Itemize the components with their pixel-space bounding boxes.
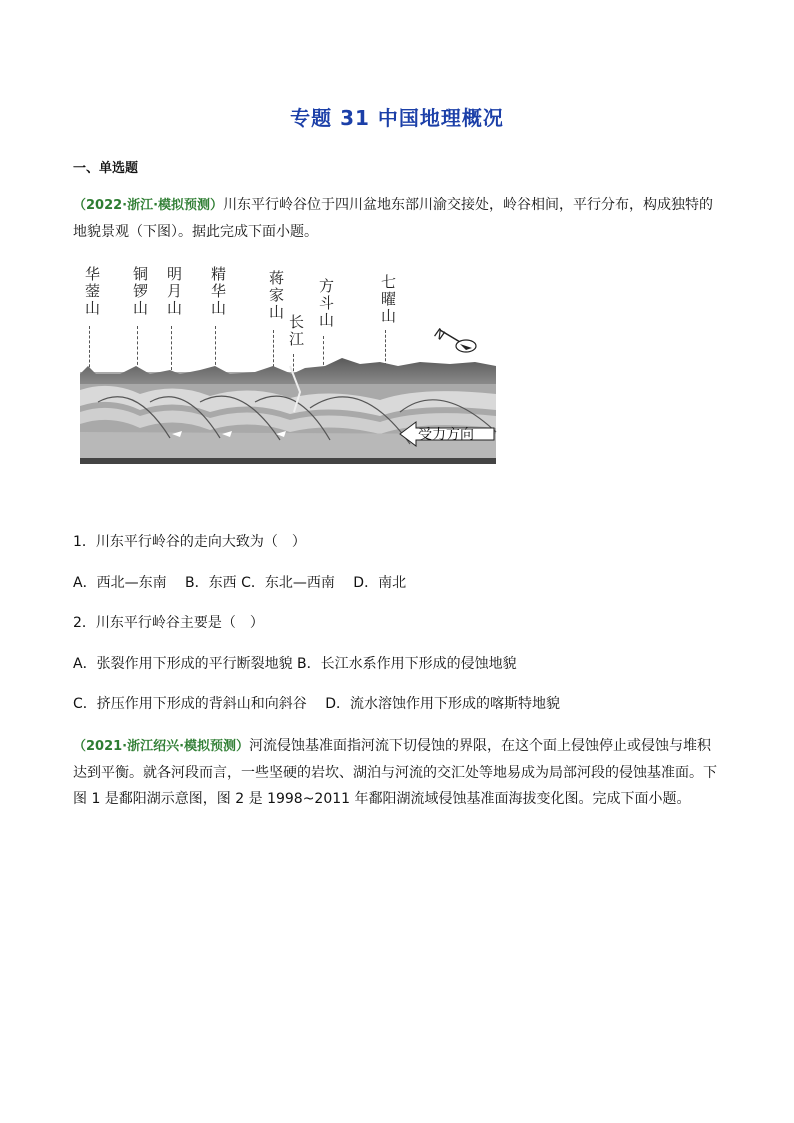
source-tag: （2021·浙江绍兴·模拟预测） [73, 739, 250, 754]
north-label: N [430, 325, 449, 346]
question-1-stem: 1．川东平行岭谷的走向大致为（ ） [73, 534, 306, 550]
figure-label-qiyao: 七曜山 [379, 274, 397, 325]
question-2-stem: 2．川东平行岭谷主要是（ ） [73, 615, 264, 631]
figure-label-tongluo: 铜锣山 [131, 266, 149, 317]
section-heading: 一、单选题 [73, 161, 139, 176]
landform-figure [80, 262, 500, 470]
page-title: 专题 31 中国地理概况 [290, 106, 504, 130]
intro-paragraph-2 [73, 733, 725, 812]
force-direction-label: 受力方向 [418, 427, 474, 443]
intro-text: 川东平行岭谷位于四川盆地东部川渝交接处，岭谷相间，平行分布，构成独特的地貌景观（下图）。据此完成下面小题。 [73, 197, 714, 240]
source-tag: （2022·浙江·模拟预测） [73, 198, 224, 213]
figure-label-mingyue: 明月山 [165, 266, 183, 317]
figure-label-jinghua: 精华山 [209, 266, 227, 317]
intro-paragraph-1 [73, 192, 725, 245]
figure-label-fangdou: 方斗山 [317, 278, 335, 329]
question-2-options-ab: A．张裂作用下形成的平行断裂地貌 B．长江水系作用下形成的侵蚀地貌 [73, 656, 517, 672]
question-2-options-cd: C．挤压作用下形成的背斜山和向斜谷 D．流水溶蚀作用下形成的喀斯特地貌 [73, 696, 561, 712]
question-1-options: A．西北—东南 B．东西 C．东北—西南 D．南北 [73, 575, 407, 591]
figure-label-changjiang: 长江 [287, 314, 305, 348]
intro-text: 河流侵蚀基准面指河流下切侵蚀的界限，在这个面上侵蚀停止或侵蚀与堆积达到平衡。就各河段而言，一些坚硬的岩坎、湖泊与河流的交汇处等地易成为局部河段的侵蚀基准面。下图 1 是鄱阳湖示意图，图 2 是 1998~2011 年鄱阳湖流域侵蚀基准面海拔变化图。完成下面小题。 [73, 738, 717, 807]
figure-label-jiangjia: 蒋家山 [267, 270, 285, 321]
figure-label-huaying: 华蓥山 [83, 266, 101, 317]
